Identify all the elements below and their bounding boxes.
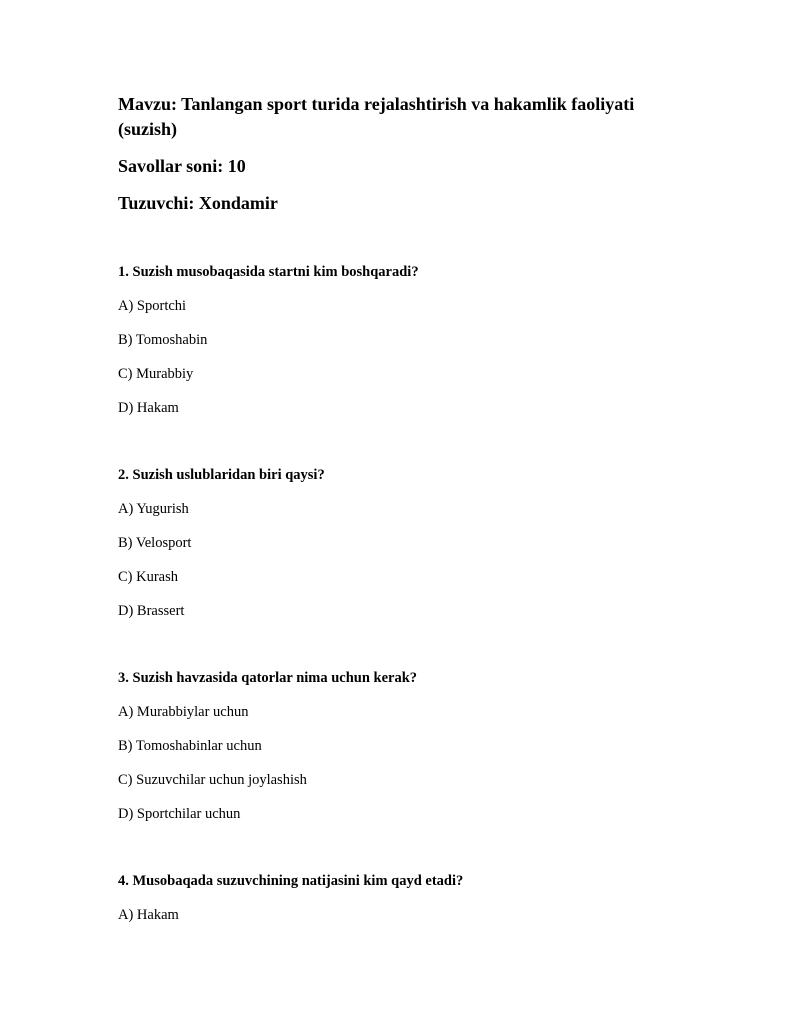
answer-option: D) Hakam <box>118 400 179 416</box>
answer-option: A) Sportchi <box>118 298 187 314</box>
answer-option: C) Murabbiy <box>118 366 194 382</box>
answer-option: B) Tomoshabin <box>118 332 208 348</box>
document-header <box>118 92 678 216</box>
answer-option: C) Suzuvchilar uchun joylashish <box>118 772 307 788</box>
topic-heading: Mavzu: Tanlangan sport turida rejalashtirish va hakamlik faoliyati (suzish) <box>118 94 635 139</box>
answer-option: B) Tomoshabinlar uchun <box>118 738 262 754</box>
answer-option: C) Kurash <box>118 569 179 585</box>
question-2 <box>118 466 718 620</box>
answer-option: A) Yugurish <box>118 501 189 517</box>
author-heading: Tuzuvchi: Xondamir <box>118 193 278 213</box>
question-4 <box>118 872 718 924</box>
question-text: 2. Suzish uslublaridan biri qaysi? <box>118 467 325 483</box>
answer-option: A) Murabbiylar uchun <box>118 704 249 720</box>
question-3 <box>118 669 718 823</box>
question-count-heading: Savollar soni: 10 <box>118 156 246 176</box>
answer-option: D) Sportchilar uchun <box>118 806 241 822</box>
question-text: 1. Suzish musobaqasida startni kim boshqaradi? <box>118 264 419 280</box>
question-text: 3. Suzish havzasida qatorlar nima uchun kerak? <box>118 670 418 686</box>
answer-option: A) Hakam <box>118 907 179 923</box>
question-text: 4. Musobaqada suzuvchining natijasini kim qayd etadi? <box>118 873 464 889</box>
answer-option: B) Velosport <box>118 535 192 551</box>
answer-option: D) Brassert <box>118 603 185 619</box>
question-1 <box>118 263 718 417</box>
